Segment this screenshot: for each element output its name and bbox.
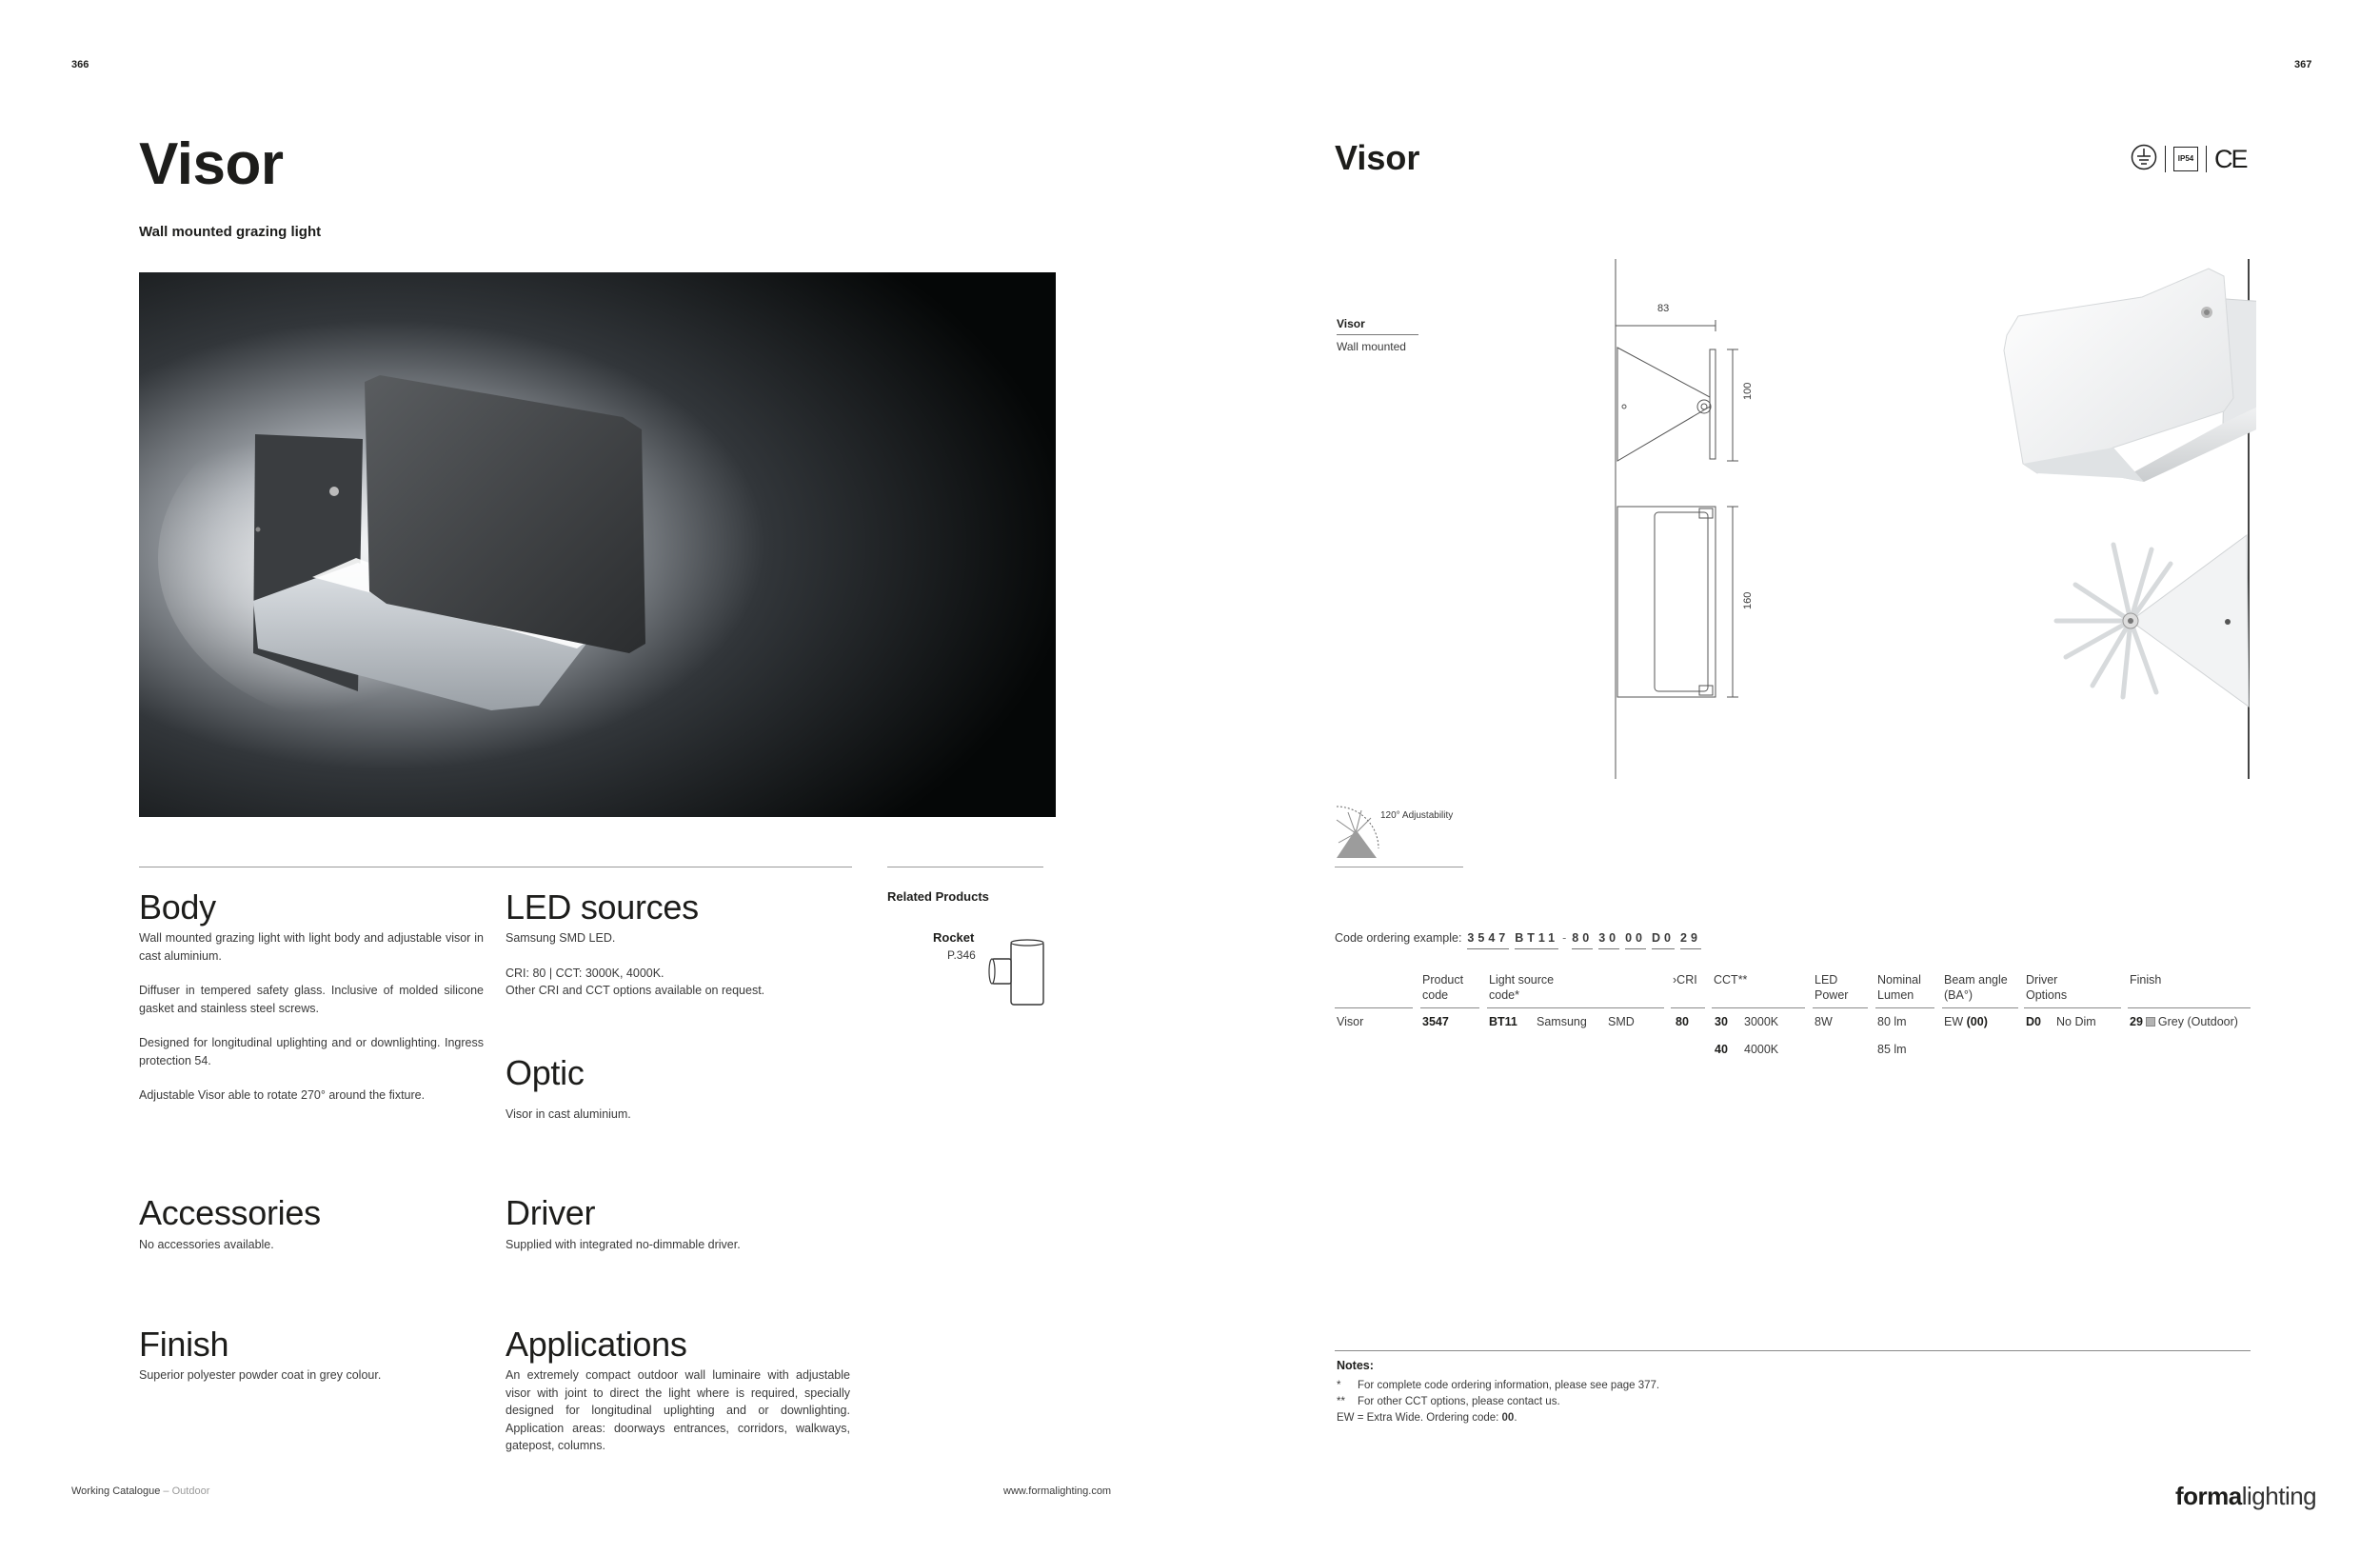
- led-line: Other CRI and CCT options available on request.: [506, 984, 765, 997]
- finish-text: Superior polyester powder coat in grey colour.: [139, 1368, 382, 1382]
- driver-text: Supplied with integrated no-dimmable driver.: [506, 1238, 741, 1251]
- led-sources-text: [506, 929, 858, 1000]
- note-line: [1337, 1410, 1659, 1426]
- header-line: Product: [1422, 973, 1464, 987]
- page-title: Visor: [139, 131, 284, 197]
- header-cct: CCT**: [1714, 973, 1748, 987]
- body-paragraph: Wall mounted grazing light with light body and adjustable visor in cast aluminium.: [139, 931, 484, 963]
- note-mark: **: [1337, 1396, 1345, 1407]
- ce-mark: CE: [2214, 144, 2247, 173]
- header-led-power: [1815, 972, 1848, 1003]
- table-rule: [1813, 1007, 1868, 1008]
- optic-text: Visor in cast aluminium.: [506, 1107, 631, 1121]
- model-mount: Wall mounted: [1337, 340, 1406, 353]
- code-segment: 29: [1680, 931, 1701, 949]
- code-segment: 3547: [1467, 931, 1509, 949]
- header-line: Power: [1815, 988, 1849, 1002]
- notes-title: Notes:: [1337, 1359, 1374, 1372]
- product-render: [1999, 259, 2256, 789]
- footer-website-link[interactable]: www.formalighting.com: [1003, 1485, 1112, 1497]
- code-segment: 80: [1572, 931, 1593, 949]
- cell-driver-code: D0: [2026, 1015, 2041, 1028]
- code-segment: D0: [1652, 931, 1675, 949]
- header-line: Beam angle: [1944, 973, 2008, 987]
- notes-divider: [1335, 1350, 2251, 1351]
- code-ordering-example: [1335, 931, 1701, 949]
- header-line: Options: [2026, 988, 2068, 1002]
- technical-drawing: [1609, 259, 1790, 789]
- note-mark: *: [1337, 1380, 1341, 1391]
- footer-catalogue-label: Working Catalogue: [71, 1485, 161, 1497]
- dimension-length: 160: [1742, 591, 1754, 609]
- finish-title: Finish: [139, 1325, 229, 1364]
- page-subtitle: Wall mounted grazing light: [139, 224, 322, 240]
- accessories-text: No accessories available.: [139, 1238, 274, 1251]
- adjustability-label: 120° Adjustability: [1380, 810, 1454, 821]
- header-line: Driver: [2026, 973, 2058, 987]
- cell-lumen: 80 lm: [1877, 1015, 1907, 1028]
- cell-cct-code: 30: [1715, 1015, 1728, 1028]
- table-rule: [1487, 1007, 1664, 1008]
- header-line: code*: [1489, 988, 1519, 1002]
- ip-rating-badge: IP54: [2173, 147, 2198, 171]
- cell-driver-label: No Dim: [2056, 1015, 2096, 1028]
- header-product-code: [1422, 972, 1463, 1003]
- footer-category: Outdoor: [171, 1485, 210, 1497]
- cell-name: Visor: [1337, 1015, 1364, 1028]
- note-line: [1337, 1394, 1659, 1410]
- code-segment: BT11: [1515, 931, 1558, 949]
- table-rule: [1942, 1007, 2018, 1008]
- finish-code: 29: [2130, 1015, 2143, 1028]
- header-light-source: [1489, 972, 1554, 1003]
- cert-divider: [2206, 146, 2207, 172]
- footer-separator: –: [163, 1485, 169, 1497]
- cell-lumen: 85 lm: [1877, 1043, 1907, 1056]
- body-paragraph: Adjustable Visor able to rotate 270° around the fixture.: [139, 1088, 426, 1102]
- cell-cri: 80: [1676, 1015, 1689, 1028]
- cell-cct-value: 3000K: [1744, 1015, 1779, 1028]
- table-rule: [2024, 1007, 2121, 1008]
- brand-bold: forma: [2175, 1482, 2242, 1510]
- header-driver-options: [2026, 972, 2067, 1003]
- rocket-product-icon: [988, 938, 1047, 1013]
- optic-title: Optic: [506, 1053, 585, 1092]
- cell-finish: [2130, 1015, 2238, 1028]
- beam-label: EW: [1944, 1015, 1964, 1028]
- brand-light: lighting: [2241, 1482, 2317, 1510]
- adjustability-icon: [1335, 805, 1380, 865]
- header-line: Nominal: [1877, 973, 1921, 987]
- note-ew-end: .: [1514, 1412, 1517, 1424]
- model-divider: [1337, 334, 1418, 335]
- header-cri: ›CRI: [1673, 973, 1697, 987]
- cell-light-code: BT11: [1489, 1015, 1517, 1028]
- body-title: Body: [139, 887, 216, 927]
- related-product-page: P.346: [947, 948, 976, 962]
- cert-divider: [2165, 146, 2166, 172]
- header-line: (BA°): [1944, 988, 1973, 1002]
- code-dash: -: [1562, 931, 1567, 945]
- cell-product-code: 3547: [1422, 1015, 1449, 1028]
- product-photo: [139, 272, 1056, 817]
- cell-light-type: SMD: [1608, 1015, 1635, 1028]
- page-number-right: 367: [2294, 59, 2312, 70]
- led-line: CRI: 80 | CCT: 3000K, 4000K.: [506, 966, 664, 980]
- header-line: Light source: [1489, 973, 1555, 987]
- certifications: [2131, 145, 2247, 173]
- applications-title: Applications: [506, 1325, 687, 1364]
- table-rule: [1335, 1007, 1413, 1008]
- note-ew-code: 00: [1501, 1412, 1515, 1424]
- body-text: [139, 929, 484, 1122]
- header-beam-angle: [1944, 972, 2008, 1003]
- earth-symbol-icon: [2131, 144, 2157, 175]
- led-line: Samsung SMD LED.: [506, 931, 616, 945]
- cell-led-power: 8W: [1815, 1015, 1833, 1028]
- header-line: LED: [1815, 973, 1838, 987]
- code-example-label: Code ordering example:: [1335, 931, 1462, 945]
- applications-text: An extremely compact outdoor wall luminaire with adjustable visor with joint to direct the light where is required, specially designed for longitudinal uplighting and or downlighting. Application areas: doorways entrances, corridors, walkways, gatepost, columns.: [506, 1368, 850, 1452]
- table-rule: [2128, 1007, 2251, 1008]
- related-product-name[interactable]: Rocket: [933, 930, 975, 945]
- header-finish: Finish: [2130, 973, 2162, 987]
- finish-swatch: [2146, 1017, 2155, 1027]
- driver-title: Driver: [506, 1193, 596, 1232]
- product-title: Visor: [1335, 138, 1420, 177]
- brand-logo: [2175, 1482, 2316, 1511]
- table-rule: [1671, 1007, 1705, 1008]
- cell-beam: [1944, 1015, 1988, 1028]
- header-line: Lumen: [1877, 988, 1914, 1002]
- table-rule: [1875, 1007, 1934, 1008]
- beam-code: (00): [1966, 1015, 1988, 1028]
- header-nominal-lumen: [1877, 972, 1921, 1003]
- body-paragraph: Designed for longitudinal uplighting and or downlighting. Ingress protection 54.: [139, 1036, 484, 1067]
- cell-light-brand: Samsung: [1537, 1015, 1587, 1028]
- notes-list: [1337, 1378, 1659, 1426]
- header-line: code: [1422, 988, 1449, 1002]
- table-rule: [1712, 1007, 1805, 1008]
- dimension-width: 83: [1657, 303, 1670, 314]
- code-segment: 00: [1625, 931, 1646, 949]
- dimension-height: 100: [1742, 382, 1754, 400]
- note-text: For complete code ordering information, please see page 377.: [1358, 1380, 1660, 1391]
- led-sources-title: LED sources: [506, 887, 699, 927]
- code-segment: 30: [1598, 931, 1619, 949]
- page-number-left: 366: [71, 59, 89, 70]
- table-rule: [1420, 1007, 1479, 1008]
- cell-cct-value: 4000K: [1744, 1043, 1779, 1056]
- finish-label: Grey (Outdoor): [2157, 1015, 2238, 1028]
- note-line: [1337, 1378, 1659, 1394]
- model-name: Visor: [1337, 317, 1365, 330]
- body-paragraph: Diffuser in tempered safety glass. Inclusive of molded silicone gasket and stainless steel screws.: [139, 984, 484, 1015]
- accessories-title: Accessories: [139, 1193, 321, 1232]
- footer-catalogue: [71, 1485, 209, 1497]
- note-text: For other CCT options, please contact us.: [1358, 1396, 1560, 1407]
- cell-cct-code: 40: [1715, 1043, 1728, 1056]
- related-products-title: Related Products: [887, 889, 989, 904]
- note-ew-text: EW = Extra Wide. Ordering code:: [1337, 1412, 1502, 1424]
